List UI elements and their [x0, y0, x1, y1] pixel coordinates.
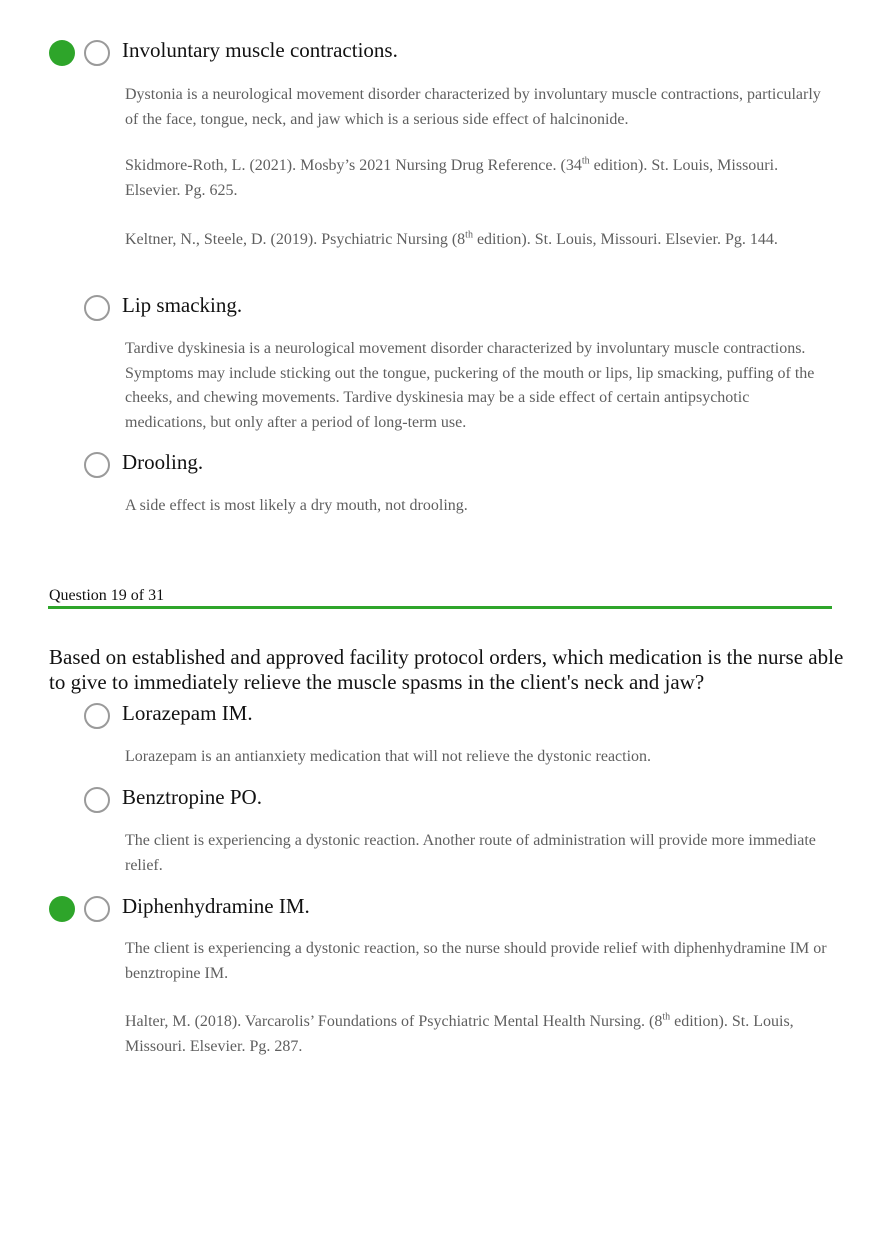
option-explanation: A side effect is most likely a dry mouth, not drooling.: [125, 497, 468, 514]
radio-button[interactable]: [84, 40, 110, 66]
question-text: Based on established and approved facility protocol orders, which medication is the nurse able to give to immediately relieve the muscle spasms in the client's neck and jaw?: [49, 645, 844, 694]
reference-citation: Keltner, N., Steele, D. (2019). Psychiatric Nursing (8th edition). St. Louis, Missouri. Elsevier. Pg. 144.: [125, 229, 778, 248]
reference-citation: Skidmore-Roth, L. (2021). Mosby’s 2021 Nursing Drug Reference. (34th edition). St. Louis, Missouri. Elsevier. Pg. 625.: [125, 155, 779, 199]
option-explanation: Tardive dyskinesia is a neurological movement disorder characterized by involuntary muscle contractions. Symptoms may include sticking out the tongue, puckering of the mouth or lips, lip smacking, puffing of the cheeks, and chewing movements. Tardive dyskinesia may be a side effect of certain antipsychotic medications, but only after a period of long-term use.: [125, 340, 815, 431]
option-label: Benztropine PO.: [122, 785, 262, 809]
correct-answer-marker: [49, 40, 75, 66]
radio-button[interactable]: [84, 787, 110, 813]
radio-button[interactable]: [84, 295, 110, 321]
reference-citation: Halter, M. (2018). Varcarolis’ Foundations of Psychiatric Mental Health Nursing. (8th edition). St. Louis, Missouri. Elsevier. Pg. 287.: [125, 1011, 794, 1055]
question-counter: Question 19 of 31: [49, 587, 165, 604]
answer-option[interactable]: [0, 293, 880, 323]
option-label: Lorazepam IM.: [122, 701, 253, 725]
radio-button[interactable]: [84, 703, 110, 729]
option-explanation: The client is experiencing a dystonic reaction, so the nurse should provide relief with diphenhydramine IM or benztropine IM.: [125, 940, 827, 982]
answer-option[interactable]: [0, 38, 880, 68]
correct-answer-marker: [49, 896, 75, 922]
answer-option[interactable]: [0, 894, 880, 924]
option-explanation: Dystonia is a neurological movement disorder characterized by involuntary muscle contractions, particularly of the face, tongue, neck, and jaw which is a serious side effect of halcinonide.: [125, 86, 821, 128]
option-explanation: The client is experiencing a dystonic reaction. Another route of administration will provide more immediate relief.: [125, 832, 816, 874]
option-label: Diphenhydramine IM.: [122, 894, 310, 918]
option-explanation: Lorazepam is an antianxiety medication that will not relieve the dystonic reaction.: [125, 748, 652, 765]
answer-option[interactable]: [0, 450, 880, 480]
answer-option[interactable]: [0, 701, 880, 731]
radio-button[interactable]: [84, 896, 110, 922]
option-label: Drooling.: [122, 450, 204, 474]
radio-button[interactable]: [84, 452, 110, 478]
option-label: Involuntary muscle contractions.: [122, 38, 398, 62]
option-label: Lip smacking.: [122, 293, 243, 317]
question-divider: [48, 606, 832, 609]
answer-option[interactable]: [0, 785, 880, 815]
